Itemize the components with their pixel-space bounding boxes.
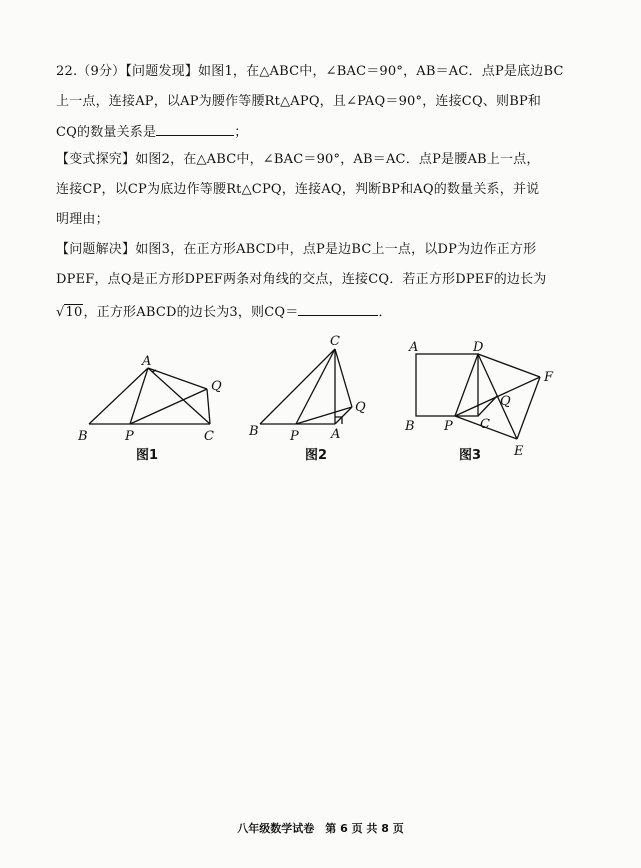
fig2-label-B: B xyxy=(249,424,259,439)
fig1-label-P: P xyxy=(125,429,134,444)
problem-line-5: 连接CP，以CP为底边作等腰Rt△CPQ，连接AQ，判断BP和AQ的数量关系，并说 xyxy=(56,182,540,197)
fig2-label-A: A xyxy=(331,427,341,442)
fig3-label-F: F xyxy=(544,370,554,385)
page-footer: 八年级数学试卷 第 6 页 共 8 页 xyxy=(237,822,404,835)
problem-line-1: 22.（9分）【问题发现】如图1，在△ABC中，∠BAC＝90°，AB＝AC．点P是底边BC xyxy=(56,64,564,79)
figure-1-caption: 图1 xyxy=(136,448,159,463)
problem-line-6: 明理由； xyxy=(56,212,109,227)
problem-line-7: 【问题解决】如图3，在正方形ABCD中，点P是边BC上一点，以DP为边作正方形 xyxy=(56,242,537,257)
fig3-label-A: A xyxy=(409,340,419,355)
fig3-label-C: C xyxy=(480,417,490,432)
problem-line-3-end: ； xyxy=(234,125,248,140)
sqrt-expression: √10 xyxy=(56,305,83,320)
fig1-label-B: B xyxy=(78,429,88,444)
problem-line-8: DPEF，点Q是正方形DPEF两条对角线的交点，连接CQ．若正方形DPEF的边长为 xyxy=(56,272,547,287)
problem-line-4: 【变式探究】如图2，在△ABC中，∠BAC＝90°，AB＝AC．点P是腰AB上一点， xyxy=(56,152,540,167)
problem-line-9-text: ，正方形ABCD的边长为3，则CQ＝ xyxy=(83,305,299,320)
fig2-label-C: C xyxy=(330,334,340,349)
fig3-label-B: B xyxy=(405,419,415,434)
figure-2-caption: 图2 xyxy=(305,448,328,463)
sqrt-radicand: 10 xyxy=(65,305,83,320)
fig3-label-Q: Q xyxy=(500,394,511,409)
problem-line-9-end: ． xyxy=(378,305,392,320)
fig3-label-E: E xyxy=(514,444,524,459)
fig2-label-P: P xyxy=(290,429,299,444)
problem-line-3-text: CQ的数量关系是 xyxy=(56,125,157,140)
problem-line-2: 上一点，连接AP，以AP为腰作等腰Rt△APQ，且∠PAQ＝90°，连接CQ、则BP和 xyxy=(56,94,542,109)
fig3-label-P: P xyxy=(444,419,453,434)
figure-3-lines xyxy=(416,354,540,439)
fig3-label-D: D xyxy=(473,340,484,355)
fig2-label-Q: Q xyxy=(355,400,366,415)
fig1-label-C: C xyxy=(204,429,214,444)
fig1-label-A: A xyxy=(142,354,152,369)
fig1-label-Q: Q xyxy=(211,379,222,394)
figure-3-caption: 图3 xyxy=(459,448,482,463)
